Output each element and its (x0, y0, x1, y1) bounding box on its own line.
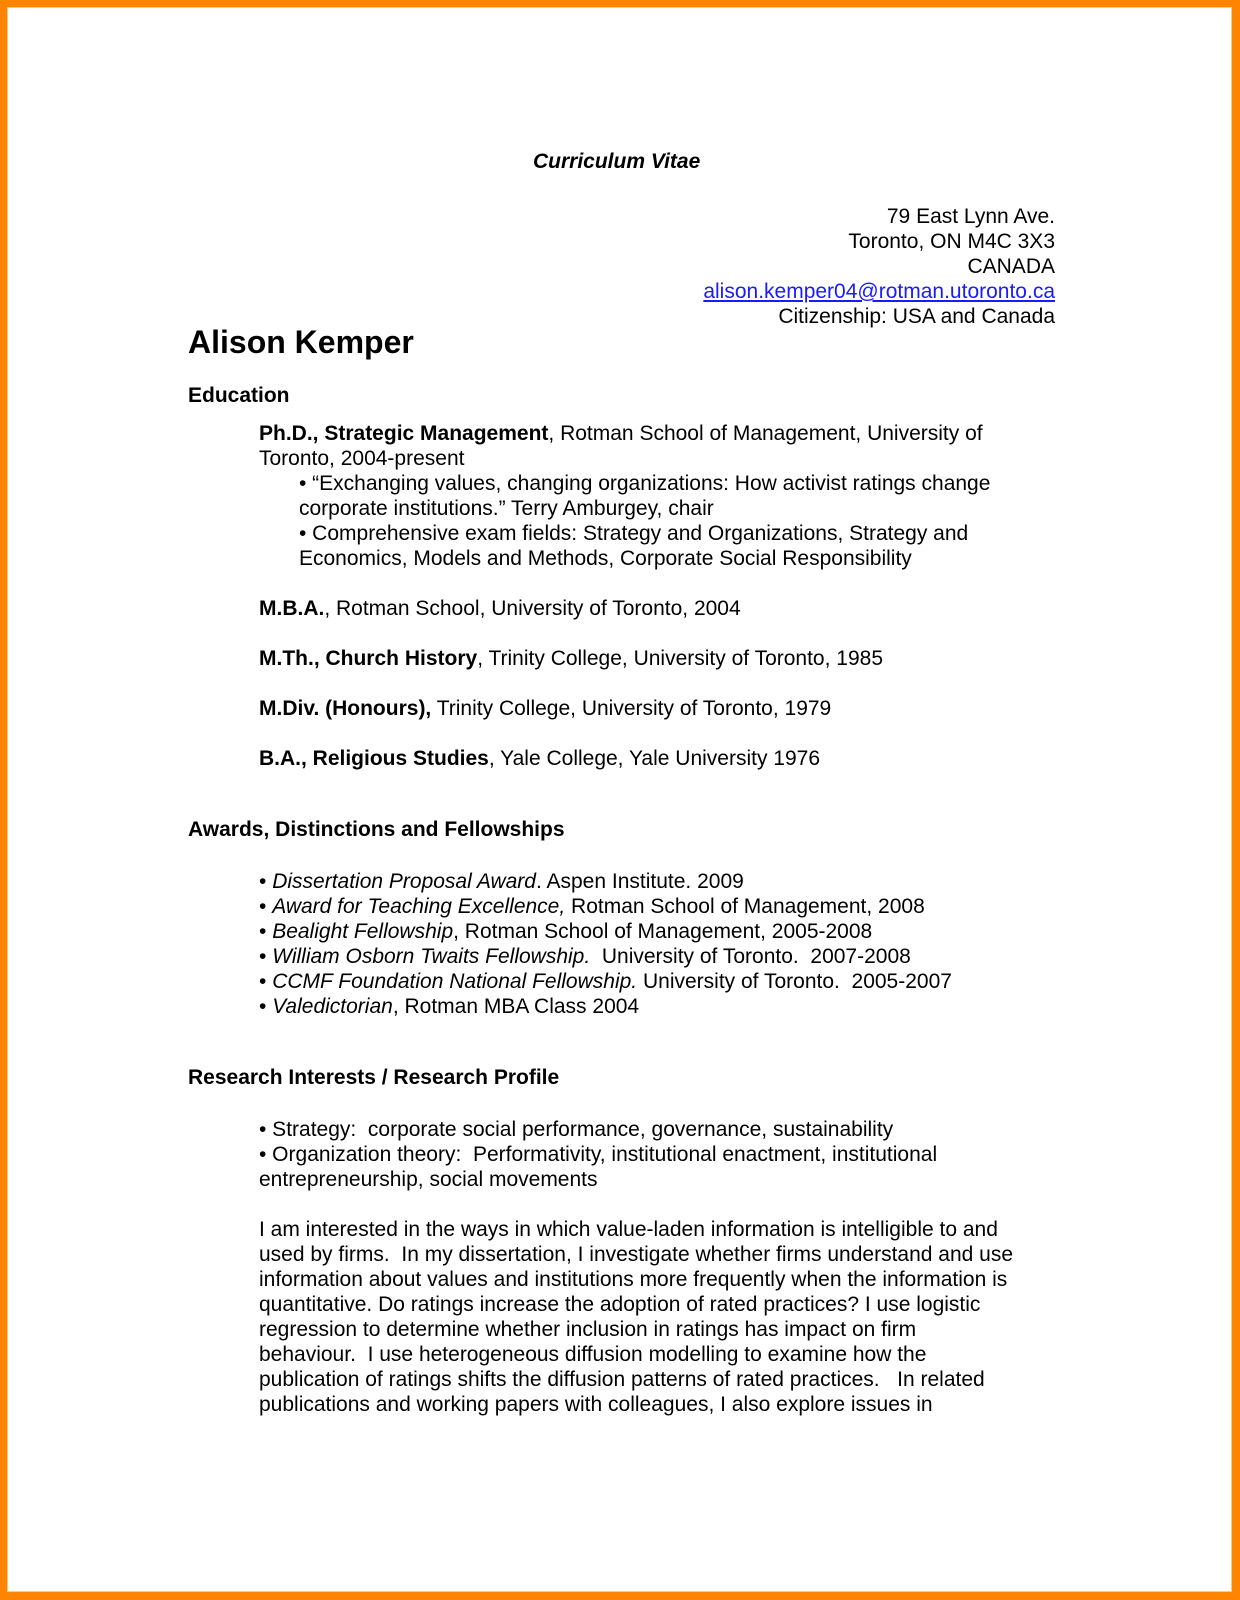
institution: Trinity College, University of Toronto, 1979 (431, 697, 832, 720)
address-line-2: Toronto, ON M4C 3X3 (848, 230, 1055, 253)
institution: , Rotman School, University of Toronto, 2004 (324, 597, 741, 620)
award-item (259, 994, 639, 1019)
award-detail: University of Toronto. 2005-2007 (637, 970, 952, 993)
section-heading-education: Education (188, 384, 290, 407)
research-paragraph-line: I am interested in the ways in which value-laden information is intelligible to and (259, 1218, 998, 1241)
country: CANADA (967, 255, 1055, 278)
award-item (259, 944, 911, 969)
education-entry (259, 696, 831, 721)
institution: , Yale College, Yale University 1976 (488, 747, 821, 770)
award-detail: , Rotman MBA Class 2004 (392, 995, 640, 1018)
email-link[interactable]: alison.kemper04@rotman.utoronto.ca (703, 280, 1055, 303)
cv-page (7, 7, 1232, 1592)
address-line-1: 79 East Lynn Ave. (886, 205, 1055, 228)
award-detail: . Aspen Institute. 2009 (535, 870, 744, 893)
award-detail: , Rotman School of Management, 2005-2008 (453, 920, 873, 943)
award-item (259, 919, 872, 944)
research-paragraph-line: publication of ratings shifts the diffusion patterns of rated practices. In related (259, 1368, 985, 1391)
research-bullet: • Strategy: corporate social performance, governance, sustainability (259, 1118, 894, 1141)
phd-degree: Ph.D., Strategic Management (259, 422, 549, 445)
phd-bullet-1-line2: corporate institutions.” Terry Amburgey, chair (299, 497, 714, 520)
person-name: Alison Kemper (188, 324, 414, 360)
bullet: • (259, 920, 273, 943)
degree: M.Div. (Honours), (259, 697, 432, 720)
bullet: • (259, 945, 273, 968)
education-phd-line2: Toronto, 2004-present (259, 447, 465, 470)
education-entry (259, 596, 741, 621)
citizenship: Citizenship: USA and Canada (778, 305, 1055, 328)
award-name: Dissertation Proposal Award (272, 870, 536, 893)
institution: , Trinity College, University of Toronto, 1985 (477, 647, 883, 670)
award-detail: Rotman School of Management, 2008 (565, 895, 925, 918)
phd-bullet-2-line1: • Comprehensive exam fields: Strategy and Organizations, Strategy and (299, 522, 969, 545)
education-entry (259, 646, 883, 671)
award-item (259, 894, 925, 919)
bullet: • (259, 995, 273, 1018)
research-paragraph-line: information about values and institutions more frequently when the information is (259, 1268, 1008, 1291)
contact-block (703, 204, 1055, 329)
research-paragraph-line: behaviour. I use heterogeneous diffusion modelling to examine how the (259, 1343, 927, 1366)
award-name: William Osborn Twaits Fellowship. (272, 945, 591, 968)
phd-bullet-2-line2: Economics, Models and Methods, Corporate Social Responsibility (299, 547, 912, 570)
degree: M.Th., Church History (259, 647, 478, 670)
bullet: • (259, 970, 273, 993)
section-heading-awards: Awards, Distinctions and Fellowships (188, 818, 565, 841)
bullet: • (259, 870, 273, 893)
section-heading-research: Research Interests / Research Profile (188, 1066, 560, 1089)
degree: M.B.A. (259, 597, 325, 620)
award-name: Valedictorian (272, 995, 393, 1018)
award-item (259, 969, 952, 994)
award-name: CCMF Foundation National Fellowship. (272, 970, 638, 993)
research-bullet: • Organization theory: Performativity, institutional enactment, institutional (259, 1143, 938, 1166)
phd-bullet-1-line1: • “Exchanging values, changing organizations: How activist ratings change (299, 472, 991, 495)
award-name: Bealight Fellowship (272, 920, 454, 943)
research-paragraph-line: publications and working papers with colleagues, I also explore issues in (259, 1393, 933, 1416)
award-name: Award for Teaching Excellence, (272, 895, 566, 918)
bullet: • (259, 895, 273, 918)
research-paragraph-line: quantitative. Do ratings increase the adoption of rated practices? I use logistic (259, 1293, 981, 1316)
phd-institution: , Rotman School of Management, University of (548, 422, 983, 445)
award-detail: University of Toronto. 2007-2008 (590, 945, 911, 968)
education-phd-line1 (259, 421, 983, 446)
education-entry (259, 746, 820, 771)
research-paragraph-line: regression to determine whether inclusion in ratings has impact on firm (259, 1318, 917, 1341)
research-bullet-continuation: entrepreneurship, social movements (259, 1168, 598, 1191)
document-title: Curriculum Vitae (533, 150, 701, 173)
award-item (259, 869, 744, 894)
research-paragraph-line: used by firms. In my dissertation, I investigate whether firms understand and use (259, 1243, 1014, 1266)
degree: B.A., Religious Studies (259, 747, 489, 770)
